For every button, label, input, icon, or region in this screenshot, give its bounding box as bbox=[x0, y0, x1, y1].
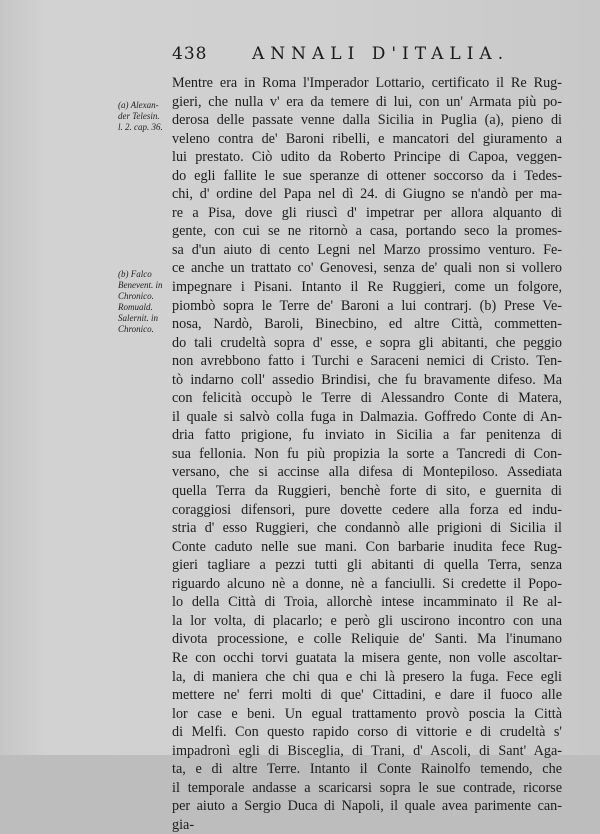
text-line: gente, con cui se ne ritornò a casa, portando seco la promes- bbox=[172, 223, 562, 240]
text-line: quella Terra da Ruggieri, benchè forte di sito, e guernita di bbox=[172, 483, 562, 500]
running-title: ANNALI D'ITALIA. bbox=[252, 44, 510, 64]
margin-note-line: Romuald. bbox=[118, 302, 153, 312]
text-line: tò indarno coll' assedio Brindisi, che fu bravamente difeso. Ma bbox=[172, 371, 562, 388]
margin-note-a bbox=[118, 100, 170, 133]
text-line: coraggiosi difensori, pure dovette cedere alla forza ed indu- bbox=[172, 501, 562, 518]
text-line: impadronì egli di Bisceglia, di Trani, d' Ascoli, di Sant' Aga- bbox=[172, 742, 562, 759]
text-line: derosa delle passate venne dalla Sicilia in Puglia (a), pieno di bbox=[172, 112, 562, 129]
margin-note-line: Salernit. in bbox=[118, 313, 158, 323]
text-line: chi, d' ordine del Papa nel dì 24. di Giugno se n'andò per ma- bbox=[172, 186, 562, 203]
text-line: ta, e di altre Terre. Intanto il Conte Rainolfo temendo, che bbox=[172, 761, 562, 778]
text-line: di Melfi. Con questo rapido corso di vittorie e di crudeltà s' bbox=[172, 724, 562, 741]
text-line: per aiuto a Sergio Duca di Napoli, il quale avea parimente can- bbox=[172, 798, 562, 815]
text-line: Mentre era in Roma l'Imperador Lottario, certificato il Re Rug- bbox=[172, 75, 562, 91]
margin-note-line: Chronico. bbox=[118, 291, 154, 301]
text-line: impegnare i Pisani. Intanto il Re Ruggieri, come un folgore, bbox=[172, 279, 562, 296]
text-line: con felicità occupò le Terre di Alessandro Conte di Matera, bbox=[172, 390, 562, 407]
page-header bbox=[172, 44, 560, 66]
text-line: mettere ne' ferri molti di que' Cittadini, e dare il fuoco alle bbox=[172, 687, 562, 704]
text-line: ce anche un trattato co' Genovesi, senza de' quali non si vollero bbox=[172, 260, 562, 277]
text-line: Re con occhi torvi guatata la misera gente, non volle ascoltar- bbox=[172, 649, 562, 666]
margin-note-line: Chronico. bbox=[118, 324, 154, 334]
text-line: divota processione, e colle Reliquie de' Santi. Ma l'inumano bbox=[172, 631, 562, 648]
text-line: nosa, Nardò, Baroli, Binecbino, ed altre Città, commetten- bbox=[172, 316, 562, 333]
text-line: stria d' esso Ruggieri, che condannò alle prigioni di Sicilia il bbox=[172, 520, 562, 537]
text-line: sua fellonia. Non fu più propizia la sorte a Tancredi di Con- bbox=[172, 445, 562, 462]
text-line: piombò sopra le Terre de' Baroni a lui contrarj. (b) Prese Ve- bbox=[172, 297, 562, 314]
margin-note-b bbox=[118, 269, 170, 335]
text-line: lui prestato. Ciò udito da Roberto Principe di Capoa, veggen- bbox=[172, 149, 562, 166]
page-number: 438 bbox=[172, 44, 208, 64]
text-line: il quale si salvò colla fuga in Dalmazia. Goffredo Conte di An- bbox=[172, 408, 562, 425]
margin-note-line: Benevent. in bbox=[118, 280, 163, 290]
text-line: sa d'un aiuto di cento Legni nel Marzo prossimo venturo. Fe- bbox=[172, 241, 562, 258]
text-line: veleno contra de' Baroni ribelli, e mancatori del giuramento a bbox=[172, 130, 562, 147]
text-line: do tali crudeltà sopra d' esse, e sopra gli abitanti, che peggio bbox=[172, 334, 562, 351]
text-line: dria fatto prigione, fu inviato in Sicilia a far penitenza di bbox=[172, 427, 562, 444]
margin-note-line: l. 2. cap. 36. bbox=[118, 122, 163, 132]
margin-note-line: (b) Falco bbox=[118, 269, 152, 279]
text-line: la lor volta, di placarlo; e però gli uscirono incontro con una bbox=[172, 612, 562, 629]
text-line: gia- bbox=[172, 816, 195, 833]
margin-notes bbox=[118, 100, 170, 335]
text-line: la, di maniera che chi qua e chi là presero la fuga. Fece egli bbox=[172, 668, 562, 685]
body-text bbox=[172, 74, 562, 834]
margin-note-line: der Telesin. bbox=[118, 111, 160, 121]
text-line: Conte caduto nelle sue mani. Con barbarie inudita fece Rug- bbox=[172, 538, 562, 555]
text-line: do egli fallite le sue speranze di ottener soccorso da i Tedes- bbox=[172, 167, 562, 184]
text-line: gieri tagliare a pezzi tutti gli abitanti di quella Terra, senza bbox=[172, 557, 562, 574]
text-line: gieri, che nulla v' era da temere di lui, con un' Armata più po- bbox=[172, 93, 562, 110]
text-line: non avrebbono fatto i Turchi e Saraceni nemici di Cristo. Ten- bbox=[172, 353, 562, 370]
text-line: riguardo alcuno nè a donne, nè a fanciulli. Si credette il Popo- bbox=[172, 575, 562, 592]
text-line: lor case e beni. Un egual trattamento provò poscia la Città bbox=[172, 705, 562, 722]
text-line: versano, che si accinse alla difesa di Montepiloso. Assediata bbox=[172, 464, 562, 481]
text-line: lo della Città di Troia, allorchè intese incamminato il Re al- bbox=[172, 594, 562, 611]
text-line: il temporale andasse a scaricarsi sopra le sue contrade, ricorse bbox=[172, 779, 562, 796]
margin-note-line: (a) Alexan- bbox=[118, 100, 159, 110]
text-line: re a Pisa, dove gli riuscì d' impetrar per allora alquanto di bbox=[172, 204, 562, 221]
